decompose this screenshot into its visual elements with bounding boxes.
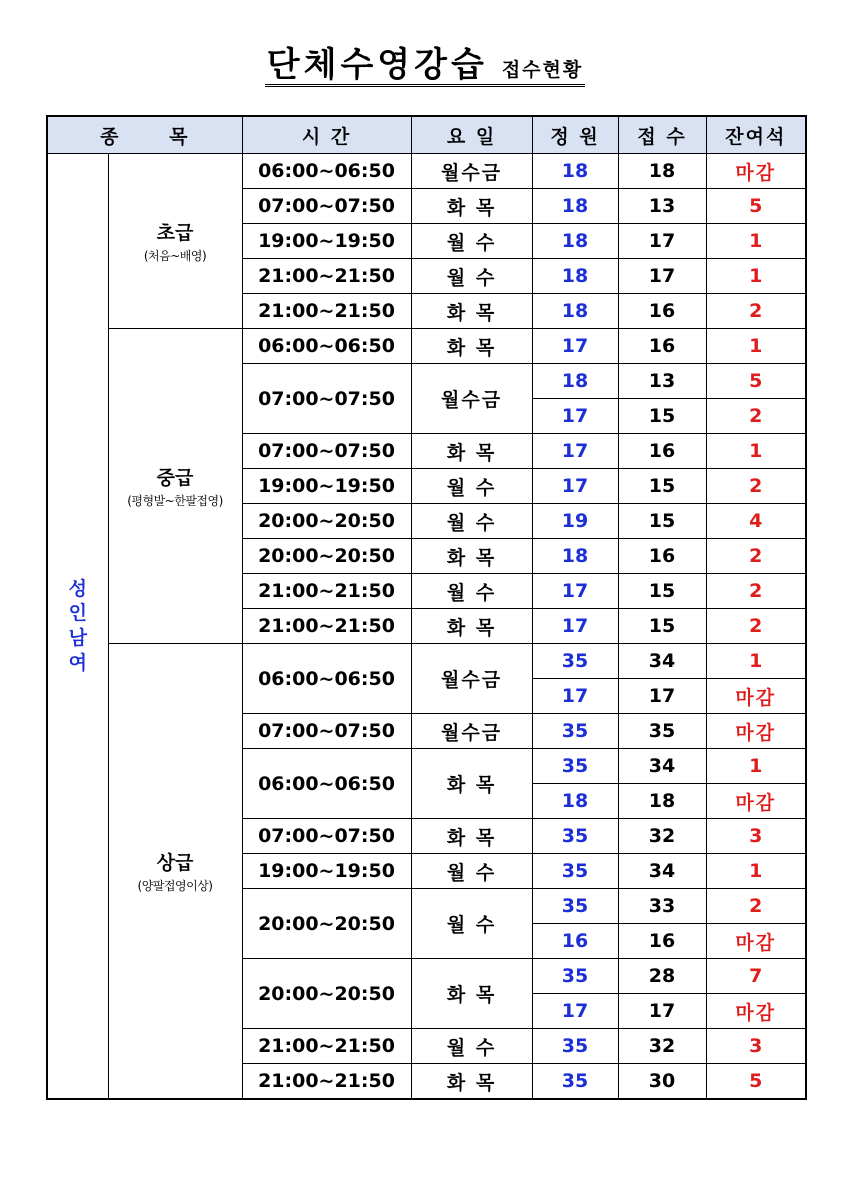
time-cell: 20:00~20:50 (242, 959, 411, 1029)
remaining-cell: 1 (706, 259, 806, 294)
time-cell: 07:00~07:50 (242, 819, 411, 854)
title-block (0, 45, 850, 87)
header-day: 요 일 (411, 116, 532, 154)
day-cell: 월 수 (411, 504, 532, 539)
day-cell: 화 목 (411, 294, 532, 329)
time-cell: 06:00~06:50 (242, 329, 411, 364)
enrolled-cell: 16 (618, 539, 706, 574)
capacity-cell: 35 (532, 1029, 618, 1064)
title-sub: 접수현황 (501, 59, 584, 81)
enrolled-cell: 28 (618, 959, 706, 994)
day-cell: 화 목 (411, 434, 532, 469)
capacity-cell: 18 (532, 294, 618, 329)
capacity-cell: 17 (532, 574, 618, 609)
enrolled-cell: 15 (618, 574, 706, 609)
enrolled-cell: 18 (618, 154, 706, 189)
time-cell: 20:00~20:50 (242, 889, 411, 959)
time-cell: 21:00~21:50 (242, 294, 411, 329)
time-cell: 21:00~21:50 (242, 609, 411, 644)
day-cell: 월 수 (411, 224, 532, 259)
level-name: 상급 (156, 852, 194, 874)
capacity-cell: 18 (532, 189, 618, 224)
header-row (47, 116, 806, 154)
remaining-cell: 2 (706, 889, 806, 924)
remaining-cell: 2 (706, 539, 806, 574)
time-cell: 07:00~07:50 (242, 364, 411, 434)
header-category: 종 목 (47, 116, 242, 154)
capacity-cell: 18 (532, 154, 618, 189)
level-cell (108, 329, 242, 644)
time-cell: 21:00~21:50 (242, 1029, 411, 1064)
remaining-cell: 1 (706, 644, 806, 679)
capacity-cell: 17 (532, 329, 618, 364)
capacity-cell: 35 (532, 959, 618, 994)
level-name: 중급 (156, 467, 194, 489)
enrolled-cell: 16 (618, 434, 706, 469)
capacity-cell: 17 (532, 994, 618, 1029)
capacity-cell: 17 (532, 399, 618, 434)
time-cell: 06:00~06:50 (242, 644, 411, 714)
enrolled-cell: 16 (618, 329, 706, 364)
level-cell (108, 644, 242, 1100)
enrolled-cell: 17 (618, 259, 706, 294)
capacity-cell: 35 (532, 819, 618, 854)
time-cell: 21:00~21:50 (242, 574, 411, 609)
enrolled-cell: 16 (618, 924, 706, 959)
header-enrolled: 접 수 (618, 116, 706, 154)
time-cell: 19:00~19:50 (242, 854, 411, 889)
day-cell: 월 수 (411, 854, 532, 889)
capacity-cell: 18 (532, 224, 618, 259)
enrolled-cell: 15 (618, 399, 706, 434)
day-cell: 월 수 (411, 259, 532, 294)
page-title (265, 45, 586, 87)
day-cell: 화 목 (411, 959, 532, 1029)
enrolled-cell: 32 (618, 1029, 706, 1064)
remaining-cell: 마감 (706, 714, 806, 749)
remaining-cell: 마감 (706, 994, 806, 1029)
day-cell: 월 수 (411, 469, 532, 504)
capacity-cell: 17 (532, 679, 618, 714)
level-name: 초급 (156, 222, 194, 244)
time-cell: 21:00~21:50 (242, 1064, 411, 1100)
enrolled-cell: 15 (618, 504, 706, 539)
remaining-cell: 마감 (706, 679, 806, 714)
remaining-cell: 2 (706, 294, 806, 329)
enrolled-cell: 16 (618, 294, 706, 329)
remaining-cell: 2 (706, 609, 806, 644)
time-cell: 19:00~19:50 (242, 469, 411, 504)
remaining-cell: 마감 (706, 784, 806, 819)
enrolled-cell: 17 (618, 679, 706, 714)
day-cell: 화 목 (411, 749, 532, 819)
day-cell: 화 목 (411, 1064, 532, 1100)
capacity-cell: 35 (532, 1064, 618, 1100)
day-cell: 화 목 (411, 329, 532, 364)
capacity-cell: 35 (532, 714, 618, 749)
enrolled-cell: 30 (618, 1064, 706, 1100)
table-row (47, 644, 806, 679)
remaining-cell: 1 (706, 329, 806, 364)
day-cell: 월수금 (411, 154, 532, 189)
day-cell: 월수금 (411, 364, 532, 434)
remaining-cell: 5 (706, 364, 806, 399)
day-cell: 화 목 (411, 609, 532, 644)
group-label-text: 성 인 남 여 (68, 577, 87, 674)
enrolled-cell: 15 (618, 609, 706, 644)
capacity-cell: 18 (532, 784, 618, 819)
remaining-cell: 1 (706, 749, 806, 784)
level-desc: (처음~배영) (143, 249, 207, 263)
enrolled-cell: 32 (618, 819, 706, 854)
enrolled-cell: 13 (618, 189, 706, 224)
remaining-cell: 1 (706, 854, 806, 889)
group-label (47, 154, 108, 1100)
capacity-cell: 18 (532, 364, 618, 399)
table-row (47, 329, 806, 364)
time-cell: 21:00~21:50 (242, 259, 411, 294)
remaining-cell: 마감 (706, 924, 806, 959)
enrolled-cell: 35 (618, 714, 706, 749)
level-cell (108, 154, 242, 329)
remaining-cell: 2 (706, 399, 806, 434)
enrolled-cell: 34 (618, 749, 706, 784)
remaining-cell: 5 (706, 189, 806, 224)
remaining-cell: 마감 (706, 154, 806, 189)
capacity-cell: 19 (532, 504, 618, 539)
enrolled-cell: 18 (618, 784, 706, 819)
remaining-cell: 5 (706, 1064, 806, 1100)
day-cell: 월 수 (411, 574, 532, 609)
day-cell: 월 수 (411, 1029, 532, 1064)
time-cell: 19:00~19:50 (242, 224, 411, 259)
level-desc: (평형발~한팔접영) (127, 494, 223, 508)
capacity-cell: 35 (532, 749, 618, 784)
time-cell: 07:00~07:50 (242, 714, 411, 749)
enrolled-cell: 34 (618, 644, 706, 679)
day-cell: 화 목 (411, 539, 532, 574)
enrolled-cell: 15 (618, 469, 706, 504)
remaining-cell: 7 (706, 959, 806, 994)
time-cell: 20:00~20:50 (242, 539, 411, 574)
time-cell: 07:00~07:50 (242, 434, 411, 469)
level-desc: (양팔접영이상) (137, 879, 213, 893)
header-time: 시 간 (242, 116, 411, 154)
time-cell: 06:00~06:50 (242, 749, 411, 819)
capacity-cell: 35 (532, 854, 618, 889)
enrolled-cell: 13 (618, 364, 706, 399)
day-cell: 화 목 (411, 819, 532, 854)
remaining-cell: 3 (706, 819, 806, 854)
remaining-cell: 2 (706, 469, 806, 504)
capacity-cell: 35 (532, 644, 618, 679)
remaining-cell: 3 (706, 1029, 806, 1064)
enrolled-cell: 17 (618, 224, 706, 259)
day-cell: 월수금 (411, 644, 532, 714)
enrolled-cell: 33 (618, 889, 706, 924)
enrolled-cell: 17 (618, 994, 706, 1029)
capacity-cell: 16 (532, 924, 618, 959)
time-cell: 06:00~06:50 (242, 154, 411, 189)
remaining-cell: 2 (706, 574, 806, 609)
capacity-cell: 17 (532, 469, 618, 504)
schedule-body (47, 154, 806, 1100)
header-remaining: 잔여석 (706, 116, 806, 154)
capacity-cell: 18 (532, 539, 618, 574)
capacity-cell: 17 (532, 609, 618, 644)
time-cell: 20:00~20:50 (242, 504, 411, 539)
remaining-cell: 1 (706, 434, 806, 469)
remaining-cell: 4 (706, 504, 806, 539)
day-cell: 화 목 (411, 189, 532, 224)
capacity-cell: 35 (532, 889, 618, 924)
capacity-cell: 17 (532, 434, 618, 469)
table-row (47, 154, 806, 189)
day-cell: 월 수 (411, 889, 532, 959)
time-cell: 07:00~07:50 (242, 189, 411, 224)
remaining-cell: 1 (706, 224, 806, 259)
capacity-cell: 18 (532, 259, 618, 294)
title-main: 단체수영강습 (266, 45, 488, 85)
enrolled-cell: 34 (618, 854, 706, 889)
day-cell: 월수금 (411, 714, 532, 749)
header-capacity: 정 원 (532, 116, 618, 154)
schedule-table (46, 115, 807, 1100)
